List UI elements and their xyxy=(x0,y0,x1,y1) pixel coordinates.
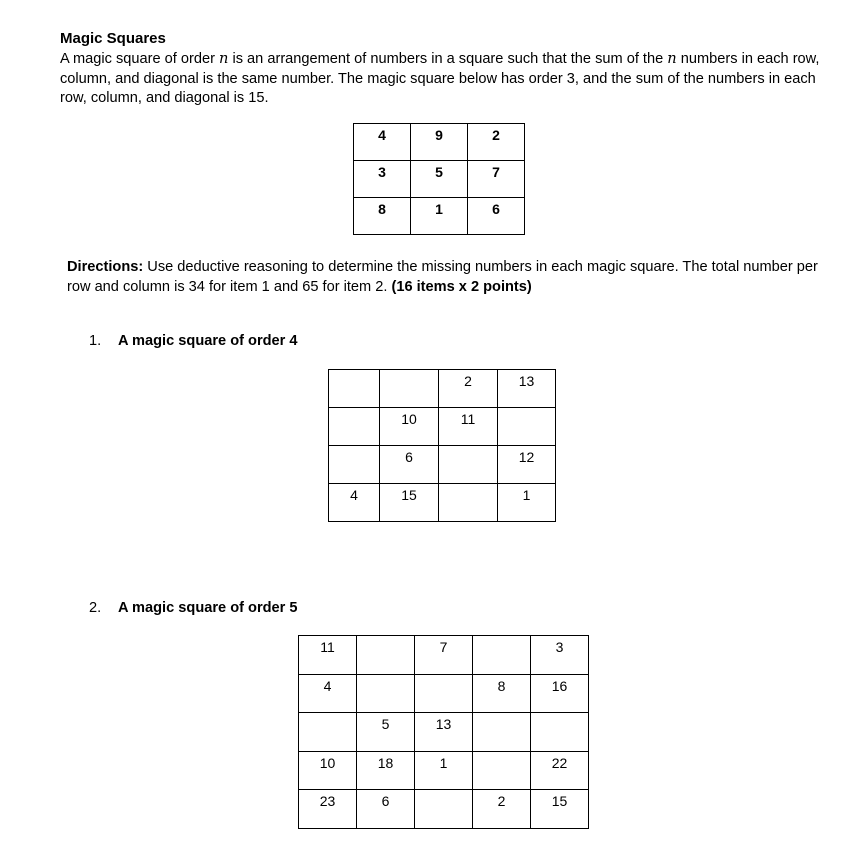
square-cell: 12 xyxy=(498,446,556,484)
table-row xyxy=(299,790,589,829)
table-row xyxy=(329,370,556,408)
square-cell: 16 xyxy=(531,674,589,713)
square-cell: 3 xyxy=(354,161,411,198)
square-cell[interactable] xyxy=(439,446,498,484)
item-number: 1. xyxy=(89,333,102,349)
square-cell: 6 xyxy=(380,446,439,484)
square-cell: 5 xyxy=(411,161,468,198)
square-cell[interactable] xyxy=(473,636,531,675)
square-cell: 15 xyxy=(380,484,439,522)
square-cell[interactable] xyxy=(498,408,556,446)
directions-label: Directions: xyxy=(67,259,144,275)
intro-text-part2: is an arrangement of numbers in a square such that the sum of the xyxy=(228,51,668,67)
example-magic-square-order-3 xyxy=(353,123,525,235)
square-cell: 13 xyxy=(415,713,473,752)
square-cell: 6 xyxy=(468,198,525,235)
square-cell[interactable] xyxy=(357,674,415,713)
square-cell: 1 xyxy=(498,484,556,522)
intro-text-part1: A magic square of order xyxy=(60,51,219,67)
table-row xyxy=(354,161,525,198)
item-number: 2. xyxy=(89,600,102,616)
table-row xyxy=(354,198,525,235)
magic-square-order-4 xyxy=(328,369,556,522)
square-cell: 8 xyxy=(354,198,411,235)
square-cell[interactable] xyxy=(329,408,380,446)
table-row xyxy=(299,751,589,790)
square-cell: 11 xyxy=(299,636,357,675)
table-row xyxy=(329,484,556,522)
square-cell: 2 xyxy=(439,370,498,408)
square-cell[interactable] xyxy=(473,713,531,752)
square-cell[interactable] xyxy=(357,636,415,675)
square-cell: 1 xyxy=(415,751,473,790)
variable-n: n xyxy=(219,50,229,67)
square-cell: 2 xyxy=(473,790,531,829)
square-cell: 22 xyxy=(531,751,589,790)
item-label: A magic square of order 4 xyxy=(118,333,298,349)
square-cell: 10 xyxy=(299,751,357,790)
square-cell: 23 xyxy=(299,790,357,829)
table-row xyxy=(329,446,556,484)
table-row xyxy=(299,713,589,752)
square-cell[interactable] xyxy=(329,446,380,484)
magic-square-order-5 xyxy=(298,635,589,829)
square-cell: 13 xyxy=(498,370,556,408)
square-cell: 5 xyxy=(357,713,415,752)
intro-text-part3: numbers in each row, column, and diagonal is the same number. The magic square below has order 3, and the sum of the numbers in each row, column, and diagonal is 15. xyxy=(60,51,820,106)
page-title: Magic Squares xyxy=(60,30,166,47)
variable-n: n xyxy=(667,50,677,67)
item-2-heading xyxy=(89,600,298,616)
square-cell[interactable] xyxy=(531,713,589,752)
square-cell: 7 xyxy=(415,636,473,675)
square-cell[interactable] xyxy=(329,370,380,408)
square-cell: 10 xyxy=(380,408,439,446)
square-cell[interactable] xyxy=(299,713,357,752)
square-cell: 18 xyxy=(357,751,415,790)
square-cell[interactable] xyxy=(439,484,498,522)
directions-paragraph xyxy=(67,258,837,297)
square-cell: 4 xyxy=(329,484,380,522)
table-row xyxy=(329,408,556,446)
directions-text: Use deductive reasoning to determine the missing numbers in each magic square. The total number per row and column is 34 for item 1 and 65 for item 2. xyxy=(67,259,818,295)
intro-paragraph xyxy=(60,49,830,109)
table-row xyxy=(299,674,589,713)
table-row xyxy=(354,124,525,161)
square-cell: 9 xyxy=(411,124,468,161)
square-cell: 2 xyxy=(468,124,525,161)
square-cell: 7 xyxy=(468,161,525,198)
square-cell[interactable] xyxy=(473,751,531,790)
directions-points: (16 items x 2 points) xyxy=(391,278,532,295)
square-cell: 4 xyxy=(299,674,357,713)
square-cell[interactable] xyxy=(415,674,473,713)
square-cell: 15 xyxy=(531,790,589,829)
item-label: A magic square of order 5 xyxy=(118,600,298,616)
table-row xyxy=(299,636,589,675)
square-cell: 6 xyxy=(357,790,415,829)
square-cell: 1 xyxy=(411,198,468,235)
square-cell[interactable] xyxy=(415,790,473,829)
square-cell: 4 xyxy=(354,124,411,161)
square-cell: 11 xyxy=(439,408,498,446)
square-cell[interactable] xyxy=(380,370,439,408)
square-cell: 3 xyxy=(531,636,589,675)
square-cell: 8 xyxy=(473,674,531,713)
item-1-heading xyxy=(89,333,298,349)
